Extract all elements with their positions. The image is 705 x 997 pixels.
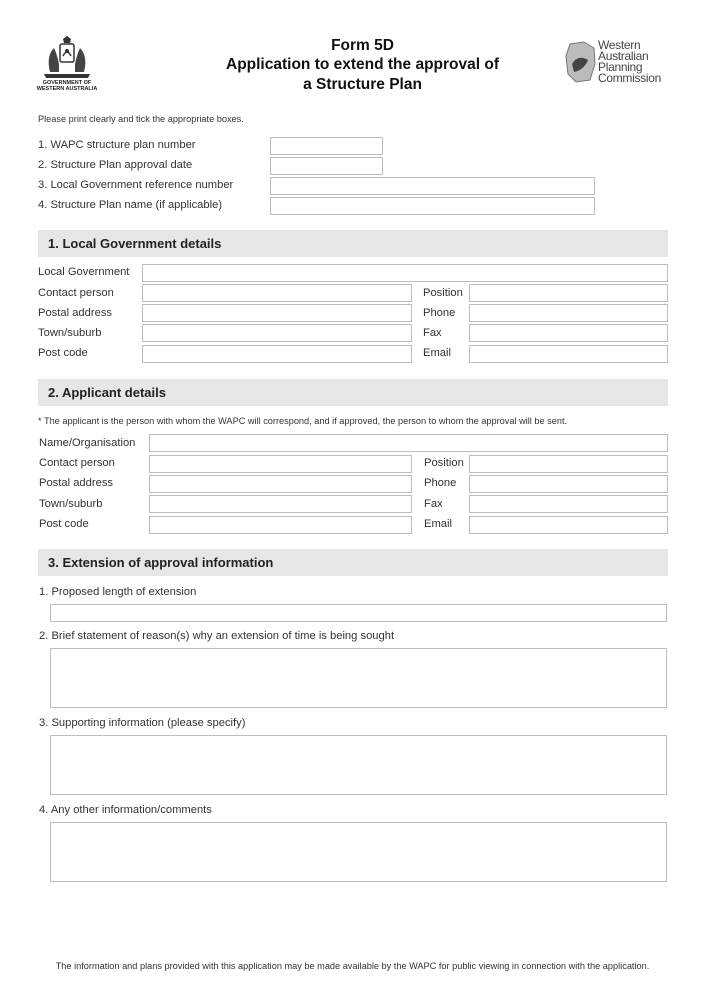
other-comments-textarea[interactable] [50,822,667,882]
section-3-header [38,549,668,576]
ap-postal-address-input[interactable] [149,475,412,493]
intro-label-lg-reference: 3. Local Government reference number [38,179,234,191]
reason-statement-label: 2. Brief statement of reason(s) why an extension of time is being sought [39,630,395,642]
lg-post-code-input[interactable] [142,345,412,363]
ap-post-code-label: Post code [39,518,89,530]
extension-length-label: 1. Proposed length of extension [39,586,197,598]
lg-position-input[interactable] [469,284,668,302]
lg-contact-person-label: Contact person [38,287,114,299]
lg-post-code-label: Post code [38,347,88,359]
supporting-info-textarea[interactable] [50,735,667,795]
lg-email-label: Email [423,347,451,359]
ap-town-suburb-input[interactable] [149,495,412,513]
extension-length-input[interactable] [50,604,667,622]
plan-number-input[interactable] [270,137,383,155]
ap-contact-person-input[interactable] [149,455,412,473]
lg-local-government-input[interactable] [142,264,668,282]
ap-position-input[interactable] [469,455,668,473]
ap-postal-address-label: Postal address [39,477,114,489]
ap-phone-input[interactable] [469,475,668,493]
lg-position-label: Position [423,287,463,299]
section-2-title: 2. Applicant details [48,385,166,400]
wapc-line-3: Planning [598,60,643,74]
lg-phone-label: Phone [423,307,456,319]
ap-name-org-input[interactable] [149,434,668,452]
applicant-note: * The applicant is the person with whom the WAPC will correspond, and if approved, the person to whom the approval will be sent. [38,416,568,426]
section-2-header [38,379,668,406]
lg-contact-person-input[interactable] [142,284,412,302]
section-3-title: 3. Extension of approval information [48,555,274,570]
wapc-line-2: Australian [598,49,649,63]
lg-fax-label: Fax [423,327,442,339]
ap-name-org-label: Name/Organisation [39,437,136,449]
form-title-line-2: a Structure Plan [303,76,422,93]
intro-label-approval-date: 2. Structure Plan approval date [38,159,193,171]
ap-post-code-input[interactable] [149,516,412,534]
intro-label-plan-number: 1. WAPC structure plan number [38,139,196,151]
lg-town-suburb-input[interactable] [142,324,412,342]
lg-postal-address-input[interactable] [142,304,412,322]
wapc-logo [564,38,674,88]
ap-contact-person-label: Contact person [39,457,115,469]
gov-line-2: WESTERN AUSTRALIA [36,86,98,92]
lg-postal-address-label: Postal address [38,307,113,319]
plan-name-input[interactable] [270,197,595,215]
ap-phone-label: Phone [424,477,457,489]
wapc-line-1: Western [598,38,641,52]
ap-town-suburb-label: Town/suburb [39,498,103,510]
government-crest-logo [36,36,98,92]
instruction-text: Please print clearly and tick the appropriate boxes. [38,114,244,124]
reason-statement-textarea[interactable] [50,648,667,708]
section-1-header [38,230,668,257]
lg-town-suburb-label: Town/suburb [38,327,102,339]
approval-date-input[interactable] [270,157,383,175]
supporting-info-label: 3. Supporting information (please specify) [39,717,246,729]
lg-phone-input[interactable] [469,304,668,322]
intro-label-plan-name: 4. Structure Plan name (if applicable) [38,199,223,211]
ap-fax-input[interactable] [469,495,668,513]
gov-line-1: GOVERNMENT OF [42,80,92,86]
crest-icon [36,36,98,80]
form-number: Form 5D [331,37,394,54]
ap-fax-label: Fax [424,498,443,510]
lg-fax-input[interactable] [469,324,668,342]
ap-email-label: Email [424,518,452,530]
wapc-line-4: Commission [598,71,662,85]
wa-map-icon [564,40,598,84]
lg-local-government-label: Local Government [38,266,130,278]
lg-email-input[interactable] [469,345,668,363]
other-comments-label: 4. Any other information/comments [39,804,212,816]
ap-position-label: Position [424,457,464,469]
footer-disclaimer: The information and plans provided with this application may be made available by the WAPC for public viewing in connection with the application. [55,961,650,971]
lg-reference-input[interactable] [270,177,595,195]
section-1-title: 1. Local Government details [48,236,222,251]
ap-email-input[interactable] [469,516,668,534]
form-title-line-1: Application to extend the approval of [226,56,499,73]
